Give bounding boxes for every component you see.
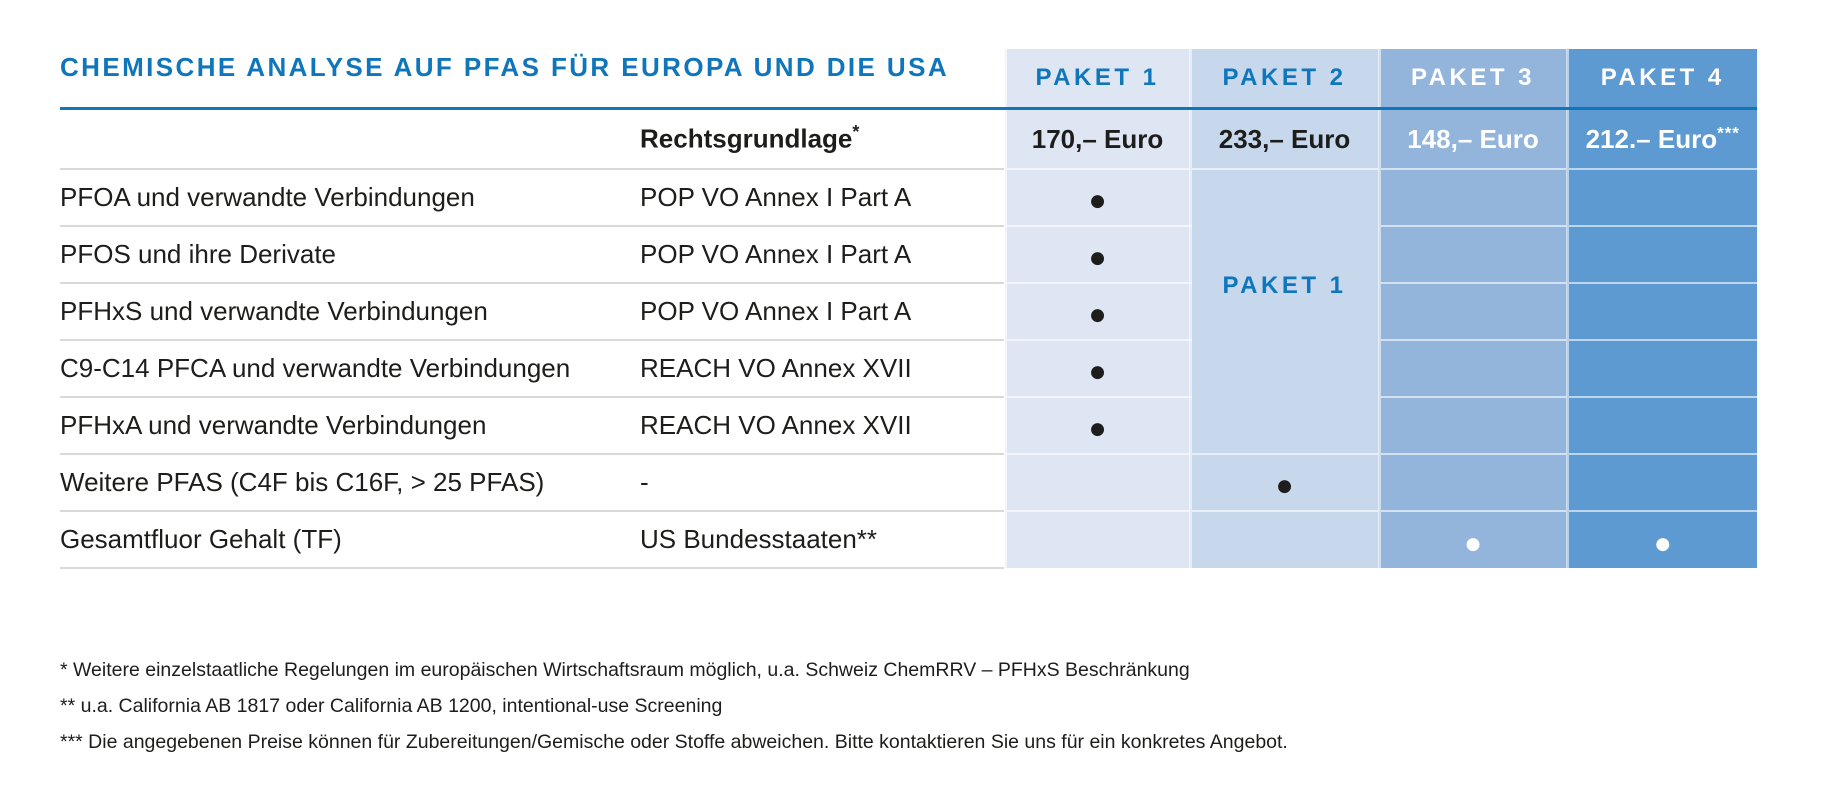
package-header-paket-1 [1005,49,1190,108]
paket4-cell [1567,226,1757,283]
footnote-2: ** u.a. California AB 1817 oder California AB 1200, intentional-use Screening [60,695,723,717]
table-row [60,454,1757,511]
paket1-cell [1005,397,1190,454]
package-header-paket-3 [1379,49,1567,108]
paket1-cell [1005,169,1190,226]
paket1-cell [1005,511,1190,568]
footnote-3: *** Die angegebenen Preise können für Zubereitungen/Gemische oder Stoffe abweichen. Bitte kontaktieren Sie uns für ein konkretes Angebot. [60,731,1288,753]
footnote-mark: * [852,122,860,143]
table-row [60,169,1757,226]
page-title: CHEMISCHE ANALYSE AUF PFAS FÜR EUROPA UND DIE USA [60,52,950,82]
substance-label: PFOS und ihre Derivate [60,226,640,283]
legal-basis-label: POP VO Annex I Part A [640,169,1005,226]
inclusion-dot: ● [1090,362,1105,382]
price-row [60,108,1757,169]
paket4-cell [1567,283,1757,340]
package-price-paket-2: 233,– Euro [1190,108,1379,169]
pfas-pricing-table [60,49,1757,569]
legal-basis-column-header: Rechtsgrundlage* [640,108,1005,169]
table-row [60,226,1757,283]
package-price-paket-1: 170,– Euro [1005,108,1190,169]
legal-basis-label: REACH VO Annex XVII [640,397,1005,454]
table-row [60,283,1757,340]
table-header-row [60,49,1757,108]
legal-basis-label: US Bundesstaaten** [640,511,1005,568]
substance-label: Weitere PFAS (C4F bis C16F, > 25 PFAS) [60,454,640,511]
paket3-cell [1379,283,1567,340]
package-header-paket-4 [1567,49,1757,108]
inclusion-dot: ● [1090,191,1105,211]
paket3-cell [1379,340,1567,397]
inclusion-dot: ● [1090,248,1105,268]
substance-label: PFOA und verwandte Verbindungen [60,169,640,226]
inclusion-dot: ● [1090,419,1105,439]
paket2-cell [1190,511,1379,568]
paket3-cell [1379,226,1567,283]
paket1-cell [1005,226,1190,283]
substance-label: C9-C14 PFCA und verwandte Verbindungen [60,340,640,397]
inclusion-dot: ● [1655,533,1671,554]
paket4-cell [1567,397,1757,454]
package-name: PAKET 4 [1600,63,1725,91]
paket3-cell [1379,169,1567,226]
package-price-paket-4: 212.– Euro*** [1567,108,1757,169]
legal-basis-label: POP VO Annex I Part A [640,226,1005,283]
paket1-cell [1005,454,1190,511]
paket2-cell [1190,454,1379,511]
paket3-cell [1379,511,1567,568]
legal-basis-label: REACH VO Annex XVII [640,340,1005,397]
package-header-paket-2 [1190,49,1379,108]
package-name: PAKET 3 [1410,63,1536,91]
table-row [60,397,1757,454]
paket4-cell [1567,169,1757,226]
legal-basis-label: POP VO Annex I Part A [640,283,1005,340]
paket4-cell [1567,340,1757,397]
legal-basis-label: - [640,454,1005,511]
paket3-cell [1379,397,1567,454]
inclusion-dot: ● [1277,476,1292,496]
paket4-cell [1567,511,1757,568]
paket4-cell [1567,454,1757,511]
substance-label: PFHxS und verwandte Verbindungen [60,283,640,340]
table-row [60,340,1757,397]
paket1-cell [1005,340,1190,397]
paket1-cell [1005,283,1190,340]
package-name: PAKET 1 [1035,63,1160,91]
substance-label: PFHxA und verwandte Verbindungen [60,397,640,454]
inclusion-dot: ● [1465,533,1481,554]
table-row [60,511,1757,568]
substance-label: Gesamtfluor Gehalt (TF) [60,511,640,568]
paket3-cell [1379,454,1567,511]
merged-paket1-label: PAKET 1 [1222,272,1347,299]
footnotes [60,659,1826,754]
footnote-1: * Weitere einzelstaatliche Regelungen im europäischen Wirtschaftsraum möglich, u.a. Schweiz ChemRRV – PFHxS Beschränkung [60,659,1190,681]
footnote-mark: *** [1717,122,1740,142]
inclusion-dot: ● [1090,305,1105,325]
merged-paket1-cell [1190,169,1379,454]
empty-cell [60,108,640,169]
package-name: PAKET 2 [1222,63,1347,91]
package-price-paket-3: 148,– Euro [1379,108,1567,169]
